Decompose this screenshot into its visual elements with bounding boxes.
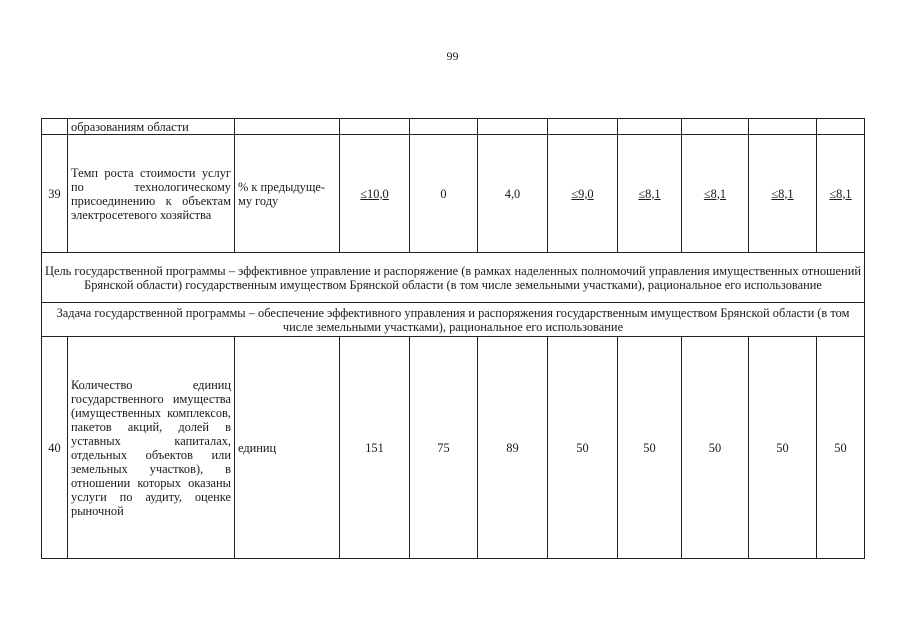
indicator-name: Темп роста стоимости услуг по технологическому присоединению к объектам электросетевого хозяйства [68,135,235,253]
value-cell: 4,0 [478,135,548,253]
value-cell: ≤10,0 [340,135,410,253]
value-cell: 50 [817,337,865,559]
goal-row [42,253,865,303]
value-cell: 89 [478,337,548,559]
value-cell: 0 [410,135,478,253]
cell-value [682,119,749,135]
program-goal: Цель государственной программы – эффективное управление и распоряжение (в рамках наделенных полномочий управления имущественных отношений Брянской области) государственным имуществом Брянской области (в том числе земельными участками), рациональное его использование [42,253,865,303]
indicator-name: Количество единиц государственного имущества (имущественных комплексов, пакетов акций, долей в уставных капиталах, отдельных объектов или земельных участков), в отношении которых оказаны услуги по аудиту, оценке рыночной [68,337,235,559]
value-cell: ≤8,1 [682,135,749,253]
value-cell: 50 [682,337,749,559]
unit-cell: % к предыдуще-му году [235,135,340,253]
indicators-table [41,118,865,559]
cell-unit [235,119,340,135]
table-row-40 [42,337,865,559]
page-number: 99 [446,49,459,63]
value-cell: ≤8,1 [817,135,865,253]
value-cell: 50 [618,337,682,559]
cell-value [410,119,478,135]
value-cell: 50 [548,337,618,559]
cell-value [478,119,548,135]
value-cell: ≤8,1 [749,135,817,253]
row-number: 40 [42,337,68,559]
program-task: Задача государственной программы – обеспечение эффективного управления и распоряжения государственным имуществом Брянской области (в том числе земельными участками), рациональное его использование [42,303,865,337]
cell-value [340,119,410,135]
row-number: 39 [42,135,68,253]
table-row-continued [42,119,865,135]
value-cell: ≤8,1 [618,135,682,253]
cell-name: образованиям области [68,119,235,135]
cell-num [42,119,68,135]
task-row [42,303,865,337]
value-cell: 151 [340,337,410,559]
table-row-39 [42,135,865,253]
cell-value [817,119,865,135]
cell-value [749,119,817,135]
value-cell: 75 [410,337,478,559]
cell-value [548,119,618,135]
value-cell: 50 [749,337,817,559]
cell-value [618,119,682,135]
value-cell: ≤9,0 [548,135,618,253]
unit-cell: единиц [235,337,340,559]
